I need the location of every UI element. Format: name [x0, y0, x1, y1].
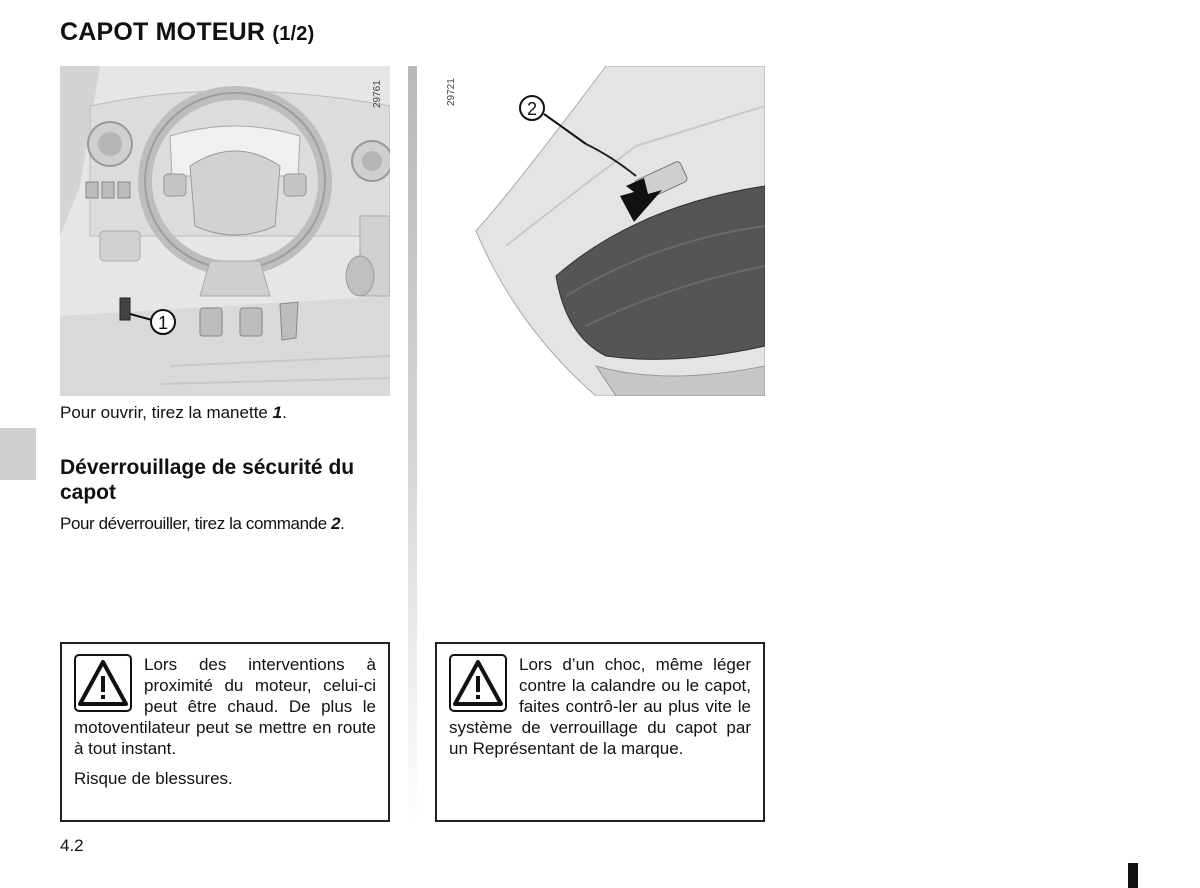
warning-box-right [435, 642, 765, 822]
section-tab [0, 428, 36, 480]
title-main: CAPOT MOTEUR [60, 18, 266, 46]
page-number: 4.2 [60, 836, 84, 855]
warning-triangle-icon [449, 654, 507, 712]
section-heading: Déverrouillage de sécurité du capot [60, 456, 355, 504]
page-title [60, 18, 314, 47]
column-divider [408, 66, 417, 826]
figure-ref-2: 29721 [446, 78, 457, 106]
warning-text-right: Lors d’un choc, même léger contre la calandre ou le capot, faites contrô-ler au plus vite le système de verrouillage du capot par un Représentant de la marque. [449, 655, 751, 758]
unlock-instruction: Pour déverrouiller, tirez la commande 2. [60, 514, 345, 533]
figure-ref-1: 29761 [372, 80, 383, 108]
hood-latch-illustration [436, 66, 765, 396]
callout-2: 2 [526, 99, 538, 119]
warning-box-left [60, 642, 390, 822]
warning-text-left: Lors des interventions à proximité du moteur, celui-ci peut être chaud. De plus le motoventilateur peut se mettre en route à tout instant. [74, 655, 376, 758]
dashboard-illustration [60, 66, 390, 396]
corner-mark [1128, 863, 1138, 888]
warning-triangle-icon [74, 654, 132, 712]
callout-1: 1 [157, 313, 169, 333]
ref-2: 2 [331, 514, 341, 533]
ref-1: 1 [272, 403, 283, 422]
title-part: (1/2) [272, 23, 315, 45]
open-instruction: Pour ouvrir, tirez la manette 1. [60, 403, 287, 422]
warning-risk-text: Risque de blessures. [74, 769, 233, 788]
